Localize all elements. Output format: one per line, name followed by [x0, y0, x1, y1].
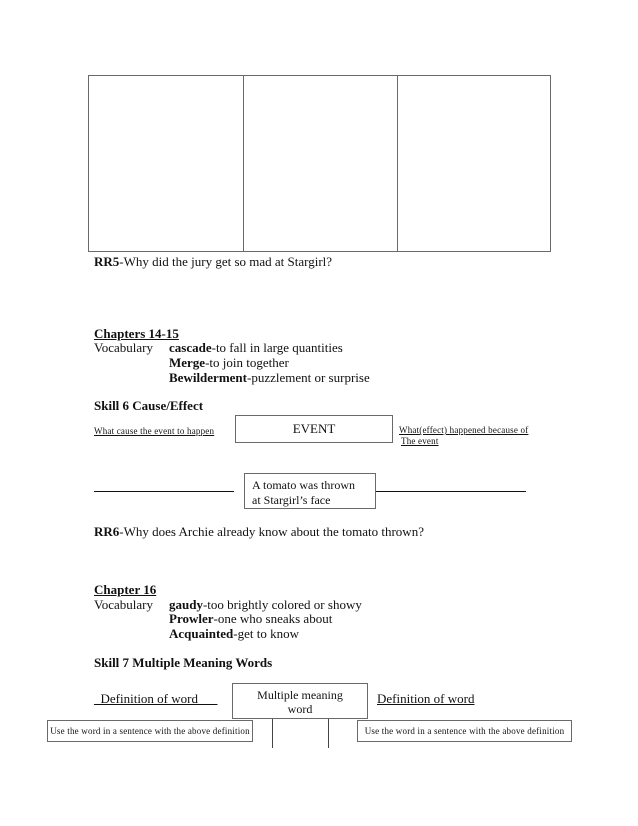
sentence-box-right [357, 720, 572, 742]
effect-prompt-line-1: What(effect) happened because of [399, 425, 529, 435]
vocab-definition: -to fall in large quantities [211, 340, 343, 355]
event-box [235, 415, 393, 443]
sentence-box-left [47, 720, 253, 742]
vocab-term: Prowler [169, 611, 214, 626]
skill-6-heading: Skill 6 Cause/Effect [94, 398, 204, 413]
top-panel-3 [397, 75, 551, 252]
event-text-line-1: A tomato was thrown [252, 478, 355, 492]
skill-7-heading: Skill 7 Multiple Meaning Words [94, 655, 273, 670]
vocab-item-acquainted [169, 626, 299, 641]
cause-answer-line [94, 491, 234, 492]
sentence-box-right-text: Use the word in a sentence with the above definition [364, 726, 565, 736]
vocabulary-label-2: Vocabulary [94, 597, 153, 612]
vocab-item-prowler [169, 611, 332, 626]
vocab-item-cascade [169, 340, 343, 355]
vocab-definition: -to join together [205, 355, 289, 370]
rr6-label: RR6 [94, 524, 120, 539]
connector-left [272, 719, 273, 748]
vocab-definition: -one who sneaks about [213, 611, 333, 626]
rr6-question [94, 524, 424, 539]
rr5-label: RR5 [94, 254, 120, 269]
vocabulary-label-1: Vocabulary [94, 340, 153, 355]
vocab-definition: -puzzlement or surprise [246, 370, 370, 385]
vocab-definition: -too brightly colored or showy [202, 597, 362, 612]
effect-prompt-line-2: The event [401, 436, 439, 446]
vocab-item-merge [169, 355, 289, 370]
top-panel-1 [88, 75, 244, 252]
definition-left [94, 691, 217, 706]
multiple-meaning-word-box [232, 683, 368, 719]
rr5-question [94, 254, 332, 269]
effect-answer-line [376, 491, 526, 492]
vocab-term: cascade [169, 340, 212, 355]
chapter-16-heading: Chapter 16 [94, 582, 157, 597]
connector-right [328, 719, 329, 748]
center-word-line-2: word [287, 702, 313, 716]
chapters-14-15-heading: Chapters 14-15 [94, 326, 179, 341]
cause-prompt: What cause the event to happen [94, 426, 215, 436]
event-label: EVENT [292, 421, 336, 436]
rr6-text: -Why does Archie already know about the tomato thrown? [119, 524, 424, 539]
vocab-term: Merge [169, 355, 206, 370]
top-panel-2 [243, 75, 398, 252]
vocab-term: Acquainted [169, 626, 234, 641]
vocab-term: Bewilderment [169, 370, 247, 385]
sentence-box-left-text: Use the word in a sentence with the above definition [50, 726, 250, 736]
vocab-term: gaudy [169, 597, 203, 612]
rr5-text: -Why did the jury get so mad at Stargirl? [119, 254, 333, 269]
vocab-item-gaudy [169, 597, 362, 612]
definition-right: Definition of word [377, 691, 475, 706]
vocab-definition: -get to know [233, 626, 300, 641]
definition-left-label: Definition of word [100, 691, 198, 706]
vocab-item-bewilderment [169, 370, 370, 385]
event-text-line-2: at Stargirl’s face [252, 493, 331, 507]
event-text-box [244, 473, 376, 509]
center-word-line-1: Multiple meaning [257, 688, 343, 702]
